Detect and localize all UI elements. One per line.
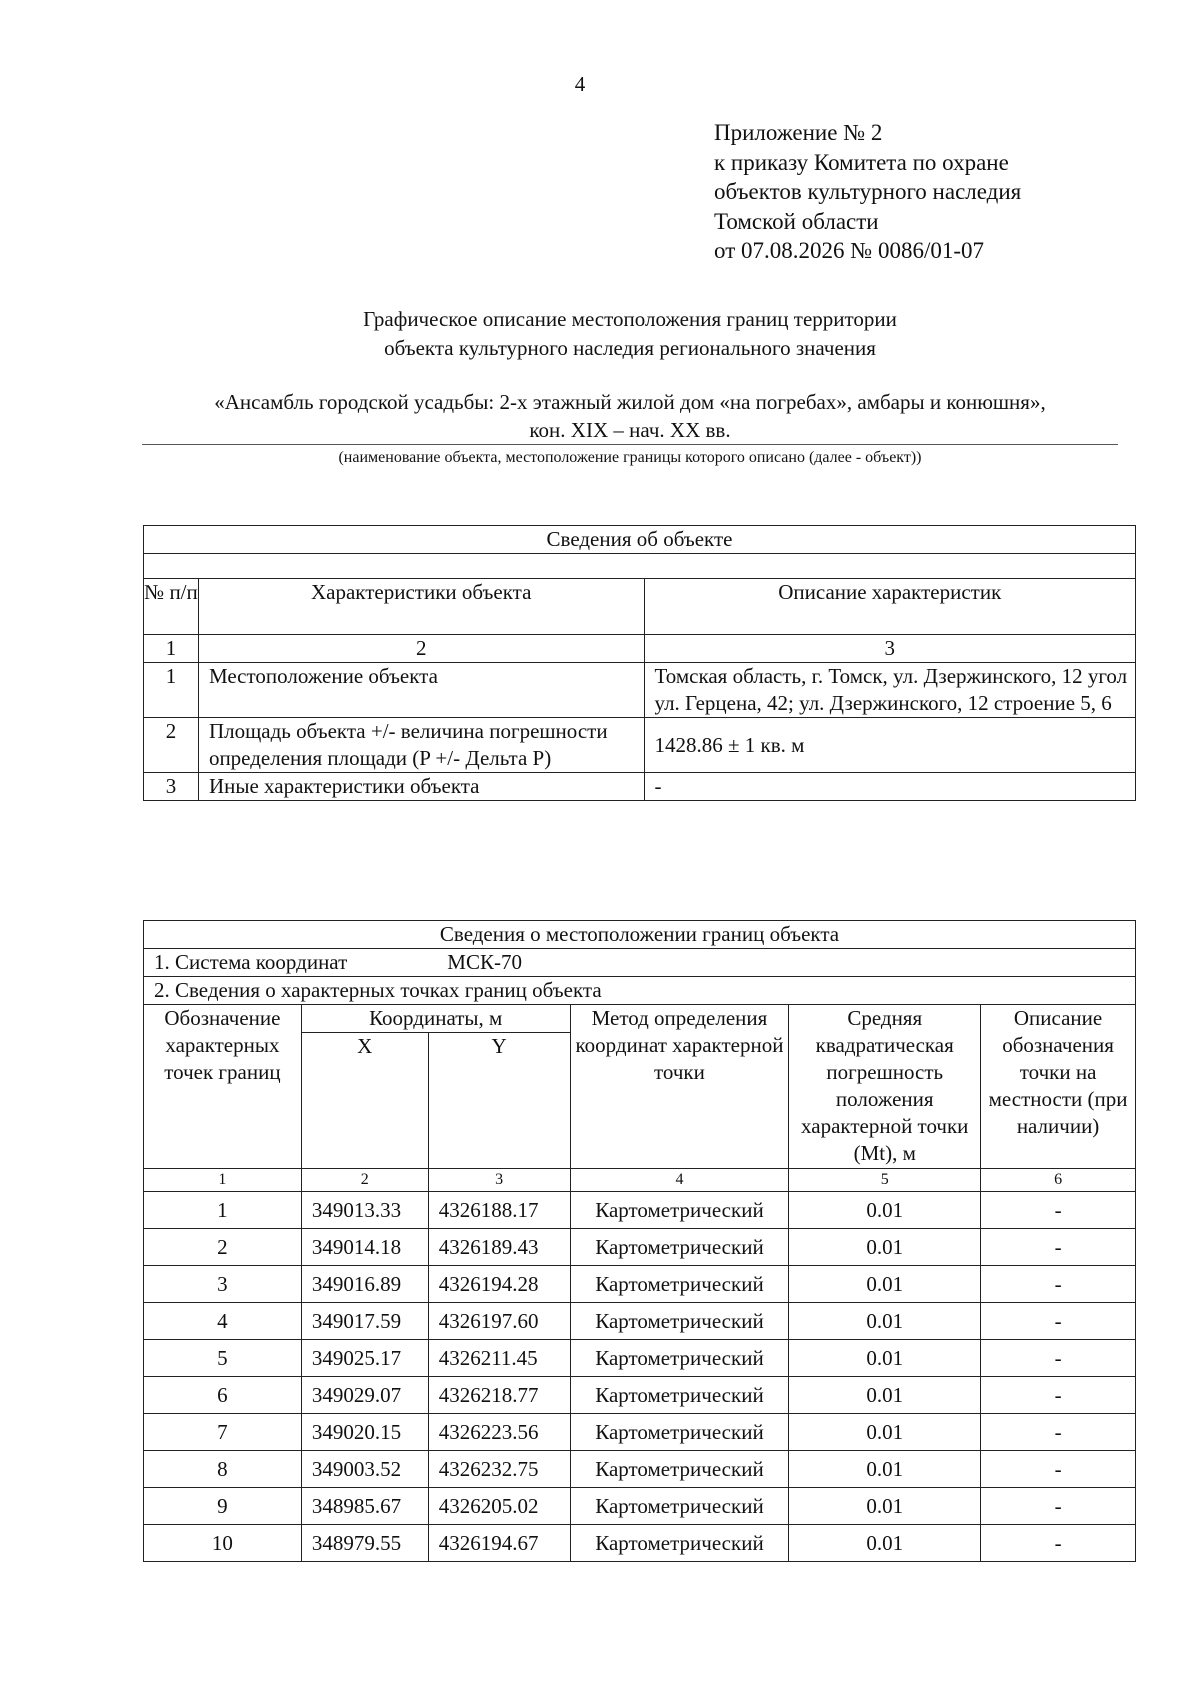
point-x: 349013.33 [301, 1192, 428, 1229]
point-x: 349017.59 [301, 1303, 428, 1340]
header-designation: Обозначение характерных точек границ [144, 1005, 302, 1169]
table-row [144, 663, 1136, 718]
point-method: Картометрический [570, 1451, 789, 1488]
row-num: 2 [144, 718, 199, 773]
point-error: 0.01 [789, 1340, 981, 1377]
table-row [144, 1488, 1136, 1525]
point-y: 4326218.77 [428, 1377, 570, 1414]
document-title-line: объекта культурного наследия регионального значения [384, 336, 876, 360]
points-title: 2. Сведения о характерных точках границ объекта [144, 977, 1136, 1005]
header-method: Метод определения координат характерной точки [570, 1005, 789, 1169]
point-x: 349014.18 [301, 1229, 428, 1266]
point-error: 0.01 [789, 1525, 981, 1562]
appendix-line: от 07.08.2026 № 0086/01-07 [714, 238, 984, 263]
point-id: 7 [144, 1414, 302, 1451]
header-x: X [301, 1033, 428, 1169]
header-description: Описание характеристик [644, 579, 1136, 635]
header-num: № п/п [144, 579, 199, 635]
table-row [144, 1303, 1136, 1340]
point-id: 10 [144, 1525, 302, 1562]
col-number: 6 [981, 1169, 1136, 1192]
point-id: 4 [144, 1303, 302, 1340]
point-id: 1 [144, 1192, 302, 1229]
table-row [144, 1377, 1136, 1414]
point-description: - [981, 1266, 1136, 1303]
point-method: Картометрический [570, 1303, 789, 1340]
point-method: Картометрический [570, 1377, 789, 1414]
table-row [144, 1451, 1136, 1488]
point-method: Картометрический [570, 1525, 789, 1562]
col-number: 1 [144, 1169, 302, 1192]
row-description: - [644, 773, 1136, 801]
object-name-line: «Ансамбль городской усадьбы: 2-х этажный жилой дом «на погребах», амбары и конюшня», [214, 390, 1046, 414]
point-error: 0.01 [789, 1377, 981, 1414]
col-number: 1 [144, 635, 199, 663]
coord-system-label: 1. Система координат [154, 950, 348, 974]
point-error: 0.01 [789, 1266, 981, 1303]
object-name-underline [142, 444, 1118, 445]
header-point-description: Описание обозначения точки на местности (при наличии) [981, 1005, 1136, 1169]
point-x: 348985.67 [301, 1488, 428, 1525]
point-description: - [981, 1340, 1136, 1377]
table-row [144, 718, 1136, 773]
point-y: 4326211.45 [428, 1340, 570, 1377]
point-description: - [981, 1414, 1136, 1451]
boundary-table-title: Сведения о местоположении границ объекта [144, 921, 1136, 949]
header-characteristic: Характеристики объекта [198, 579, 644, 635]
document-title [130, 305, 1130, 363]
point-y: 4326205.02 [428, 1488, 570, 1525]
col-number: 2 [198, 635, 644, 663]
point-method: Картометрический [570, 1340, 789, 1377]
point-description: - [981, 1192, 1136, 1229]
header-error: Средняя квадратическая погрешность положения характерной точки (Mt), м [789, 1005, 981, 1169]
blank-row [144, 554, 1136, 579]
point-description: - [981, 1303, 1136, 1340]
point-error: 0.01 [789, 1488, 981, 1525]
row-num: 3 [144, 773, 199, 801]
point-y: 4326197.60 [428, 1303, 570, 1340]
header-coords: Координаты, м [301, 1005, 570, 1033]
point-method: Картометрический [570, 1488, 789, 1525]
col-number: 4 [570, 1169, 789, 1192]
coord-system-value: МСК-70 [447, 950, 522, 974]
row-num: 1 [144, 663, 199, 718]
point-y: 4326188.17 [428, 1192, 570, 1229]
point-x: 349003.52 [301, 1451, 428, 1488]
boundary-table [143, 920, 1136, 1562]
page-number: 4 [574, 72, 586, 96]
coord-system-row [144, 949, 1136, 977]
point-y: 4326194.67 [428, 1525, 570, 1562]
point-description: - [981, 1525, 1136, 1562]
point-x: 349025.17 [301, 1340, 428, 1377]
point-id: 5 [144, 1340, 302, 1377]
point-y: 4326223.56 [428, 1414, 570, 1451]
point-error: 0.01 [789, 1414, 981, 1451]
point-x: 349016.89 [301, 1266, 428, 1303]
table-row [144, 1266, 1136, 1303]
table-row [144, 1525, 1136, 1562]
point-x: 348979.55 [301, 1525, 428, 1562]
table-row [144, 1340, 1136, 1377]
appendix-line: Приложение № 2 [714, 120, 883, 145]
col-number: 2 [301, 1169, 428, 1192]
point-id: 8 [144, 1451, 302, 1488]
point-method: Картометрический [570, 1229, 789, 1266]
point-id: 3 [144, 1266, 302, 1303]
point-x: 349020.15 [301, 1414, 428, 1451]
point-id: 2 [144, 1229, 302, 1266]
point-description: - [981, 1451, 1136, 1488]
point-description: - [981, 1229, 1136, 1266]
col-number: 5 [789, 1169, 981, 1192]
point-error: 0.01 [789, 1451, 981, 1488]
object-name-line: кон. XIX – нач. XX вв. [529, 418, 731, 442]
point-description: - [981, 1488, 1136, 1525]
table-row [144, 773, 1136, 801]
table-row [144, 1229, 1136, 1266]
point-y: 4326232.75 [428, 1451, 570, 1488]
object-info-title: Сведения об объекте [144, 526, 1136, 554]
object-name-caption: (наименование объекта, местоположение границы которого описано (далее - объект)) [338, 449, 922, 466]
col-number: 3 [644, 635, 1136, 663]
point-method: Картометрический [570, 1192, 789, 1229]
col-number: 3 [428, 1169, 570, 1192]
row-description: Томская область, г. Томск, ул. Дзержинского, 12 угол ул. Герцена, 42; ул. Дзержинского, 12 строение 5, 6 [644, 663, 1136, 718]
appendix-line: объектов культурного наследия [714, 179, 1022, 204]
document-title-line: Графическое описание местоположения границ территории [363, 307, 897, 331]
point-method: Картометрический [570, 1414, 789, 1451]
object-info-table [143, 525, 1136, 801]
point-id: 9 [144, 1488, 302, 1525]
row-description: 1428.86 ± 1 кв. м [644, 718, 1136, 773]
point-y: 4326189.43 [428, 1229, 570, 1266]
table-row [144, 1192, 1136, 1229]
point-description: - [981, 1377, 1136, 1414]
row-characteristic: Иные характеристики объекта [198, 773, 644, 801]
object-name [130, 388, 1130, 444]
point-error: 0.01 [789, 1229, 981, 1266]
row-characteristic: Площадь объекта +/- величина погрешности определения площади (P +/- Дельта P) [198, 718, 644, 773]
point-x: 349029.07 [301, 1377, 428, 1414]
point-y: 4326194.28 [428, 1266, 570, 1303]
header-y: Y [428, 1033, 570, 1169]
point-error: 0.01 [789, 1192, 981, 1229]
point-id: 6 [144, 1377, 302, 1414]
appendix-block [714, 118, 1021, 266]
point-error: 0.01 [789, 1303, 981, 1340]
row-characteristic: Местоположение объекта [198, 663, 644, 718]
table-row [144, 1414, 1136, 1451]
point-method: Картометрический [570, 1266, 789, 1303]
appendix-line: Томской области [714, 208, 879, 234]
appendix-line: к приказу Комитета по охране [714, 149, 1009, 175]
